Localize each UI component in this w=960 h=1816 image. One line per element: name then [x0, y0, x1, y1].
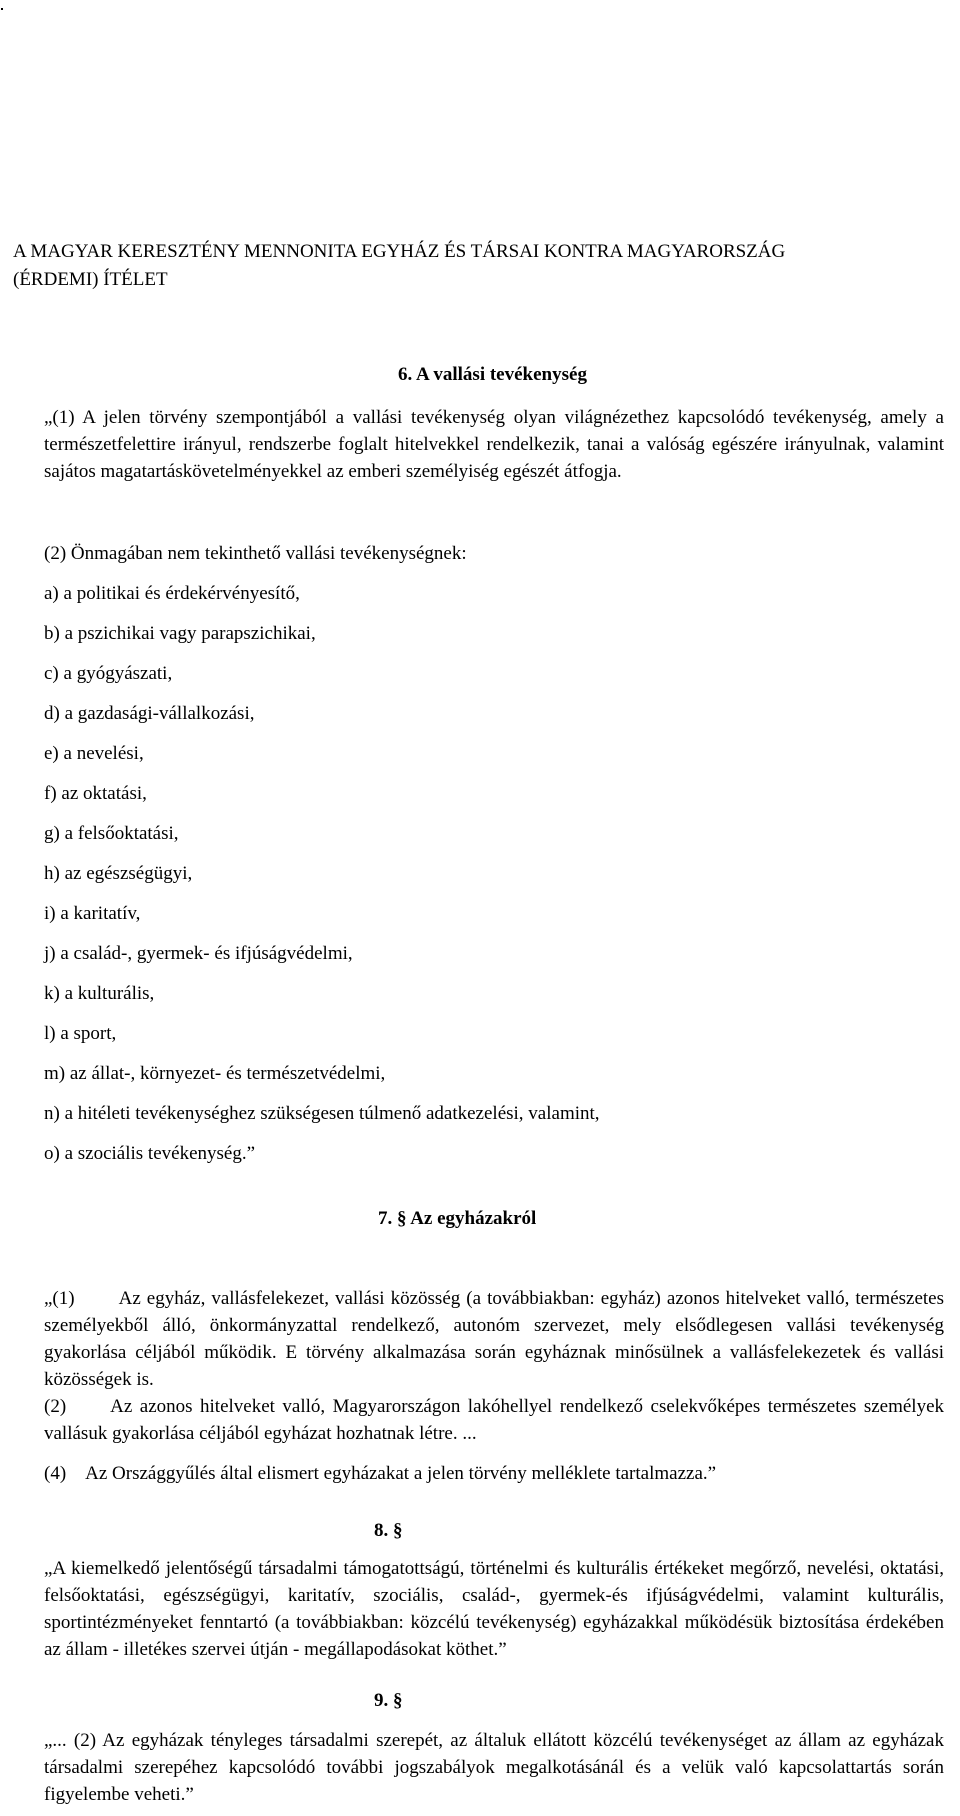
- section-7-para-2-lead: (2): [44, 1396, 67, 1417]
- section-6-title: 6. A vallási tevékenység: [398, 364, 587, 385]
- section-9-text: „... (2) Az egyházak tényleges társadalmi szerepét, az általuk ellátott közcélú tevékenységet az állam az egyházak társadalmi szerepéhez kapcsolódó további jogszabályok megalkotásánál és a velük való kapcsolattartás során figyelembe veheti.”: [44, 1730, 944, 1805]
- list-item: j) a család-, gyermek- és ifjúságvédelmi,: [44, 943, 353, 964]
- list-item: d) a gazdasági-vállalkozási,: [44, 703, 255, 724]
- section-6-para-1: „(1) A jelen törvény szempontjából a vallási tevékenység olyan világnézethez kapcsolódó tevékenység, amely a természetfelettire irányul, rendszerbe foglalt hitelvekkel rendelkezik, tanai a valóság egészére irányulnak, valamint sajátos magatartáskövetelményekkel az emberi személyiség egészét átfogja.: [44, 407, 944, 482]
- list-item: i) a karitatív,: [44, 903, 141, 924]
- list-item: b) a pszichikai vagy parapszichikai,: [44, 623, 316, 644]
- list-item: h) az egészségügyi,: [44, 863, 193, 884]
- section-7-para-1: [44, 1285, 944, 1393]
- section-7-para-4: [44, 1460, 944, 1487]
- section-7-para-4-lead: (4): [44, 1463, 67, 1484]
- section-7-para-4-text: Az Országgyűlés által elismert egyházakat a jelen törvény melléklete tartalmazza.”: [85, 1463, 717, 1484]
- header-line-1: A MAGYAR KERESZTÉNY MENNONITA EGYHÁZ ÉS TÁRSAI KONTRA MAGYARORSZÁG: [13, 241, 786, 262]
- section-8-text: „A kiemelkedő jelentőségű társadalmi támogatottságú, történelmi és kulturális értékeket megőrző, nevelési, oktatási, felsőoktatási, egészségügyi, karitatív, szociális, család-, gyermek-és ifjúságvédelmi, valamint kulturális, sportintézményeket fenntartó (a továbbiakban: közcélú tevékenység) egyházakkal működésük biztosítása érdekében az állam - illetékes szervei útján - megállapodásokat köthet.”: [44, 1558, 944, 1660]
- list-item: o) a szociális tevékenység.”: [44, 1143, 256, 1164]
- section-7-para-1-lead: „(1): [44, 1288, 75, 1309]
- list-item: k) a kulturális,: [44, 983, 155, 1004]
- section-8-title: 8. §: [374, 1520, 403, 1541]
- list-item: e) a nevelési,: [44, 743, 144, 764]
- header-line-2: (ÉRDEMI) ÍTÉLET: [13, 269, 168, 290]
- corner-dot: [1, 8, 3, 10]
- section-6-para-2: (2) Önmagában nem tekinthető vallási tevékenységnek:: [44, 543, 467, 564]
- list-item: l) a sport,: [44, 1023, 117, 1044]
- list-item: c) a gyógyászati,: [44, 663, 173, 684]
- section-7-para-2-text: Az azonos hitelveket valló, Magyarországon lakóhellyel rendelkező cselekvőképes természetes személyek vallásuk gyakorlása céljából egyházat hozhatnak létre. ...: [44, 1396, 944, 1444]
- list-item: f) az oktatási,: [44, 783, 147, 804]
- section-7-para-2: [44, 1393, 944, 1447]
- document-header: [13, 238, 943, 294]
- list-item: a) a politikai és érdekérvényesítő,: [44, 583, 300, 604]
- list-item: m) az állat-, környezet- és természetvédelmi,: [44, 1063, 386, 1084]
- section-7-para-1-text: Az egyház, vallásfelekezet, vallási közösség (a továbbiakban: egyház) azonos hitelveket valló, természetes személyekből álló, önkormányzattal rendelkező, autonóm szervezet, mely elsődlegesen vallási tevékenység gyakorlása céljából működik. E törvény alkalmazása során egyháznak minősülnek a vallásfelekezetek és vallási közösségek is.: [44, 1288, 944, 1390]
- section-9-title: 9. §: [374, 1690, 403, 1711]
- list-item: n) a hitéleti tevékenységhez szükségesen túlmenő adatkezelési, valamint,: [44, 1103, 600, 1124]
- section-7-title: 7. § Az egyházakról: [378, 1208, 537, 1229]
- list-item: g) a felsőoktatási,: [44, 823, 179, 844]
